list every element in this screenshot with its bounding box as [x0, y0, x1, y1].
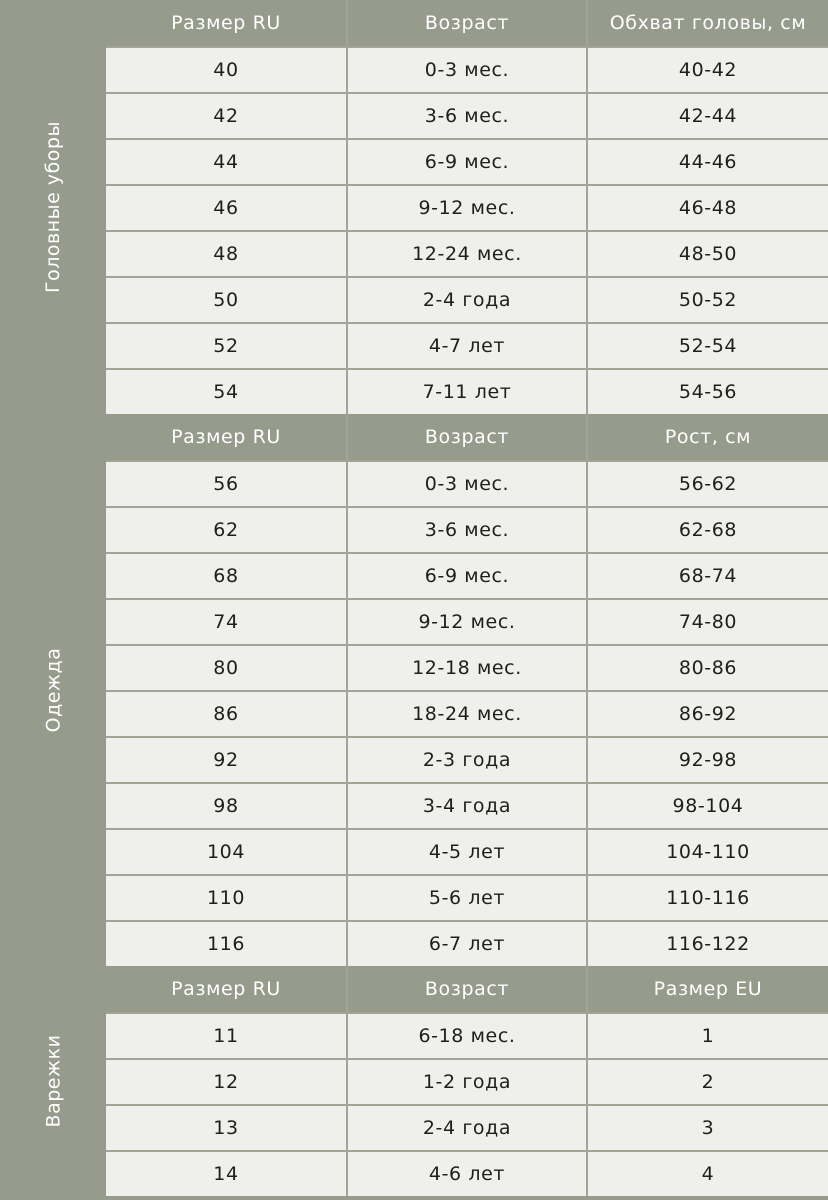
table-cell: 98	[106, 782, 346, 828]
table-cell: 2-4 года	[346, 1104, 586, 1150]
column-header: Возраст	[346, 0, 586, 46]
table-row	[106, 460, 828, 506]
table-cell: 12	[106, 1058, 346, 1104]
table-cell: 86-92	[586, 690, 828, 736]
table-cell: 46	[106, 184, 346, 230]
table-cell: 11	[106, 1012, 346, 1058]
table-cell: 3-6 мес.	[346, 506, 586, 552]
table-row	[106, 736, 828, 782]
table-cell: 0-3 мес.	[346, 46, 586, 92]
size-table	[106, 0, 828, 1200]
table-cell: 1-2 года	[346, 1058, 586, 1104]
table-cell: 0-3 мес.	[346, 460, 586, 506]
table-cell: 4-7 лет	[346, 322, 586, 368]
column-header: Размер RU	[106, 414, 346, 460]
table-cell: 3	[586, 1104, 828, 1150]
table-cell: 56	[106, 460, 346, 506]
table-cell: 92	[106, 736, 346, 782]
table-cell: 1	[586, 1012, 828, 1058]
table-row	[106, 828, 828, 874]
section-label-text: Варежки	[42, 1034, 64, 1128]
table-row	[106, 506, 828, 552]
table-cell: 116	[106, 920, 346, 966]
table-cell: 62	[106, 506, 346, 552]
table-cell: 52-54	[586, 322, 828, 368]
table-cell: 44-46	[586, 138, 828, 184]
table-cell: 80-86	[586, 644, 828, 690]
table-cell: 116-122	[586, 920, 828, 966]
table-row	[106, 644, 828, 690]
table-cell: 12-18 мес.	[346, 644, 586, 690]
table-cell: 68	[106, 552, 346, 598]
section-label	[0, 966, 106, 1196]
table-cell: 104-110	[586, 828, 828, 874]
table-cell: 80	[106, 644, 346, 690]
section-header-row	[106, 0, 828, 46]
table-cell: 6-18 мес.	[346, 1012, 586, 1058]
table-cell: 42	[106, 92, 346, 138]
section-label	[0, 414, 106, 966]
table-cell: 6-9 мес.	[346, 138, 586, 184]
table-cell: 40-42	[586, 46, 828, 92]
table-row	[106, 138, 828, 184]
column-header: Возраст	[346, 414, 586, 460]
table-row	[106, 184, 828, 230]
column-header: Размер RU	[106, 0, 346, 46]
table-row	[106, 1058, 828, 1104]
section-header-row	[106, 966, 828, 1012]
table-cell: 3-4 года	[346, 782, 586, 828]
table-cell: 2-3 года	[346, 736, 586, 782]
section-labels-column	[0, 0, 106, 1200]
column-header: Размер RU	[106, 966, 346, 1012]
table-cell: 68-74	[586, 552, 828, 598]
table-cell: 5-6 лет	[346, 874, 586, 920]
table-cell: 4	[586, 1150, 828, 1196]
table-cell: 110	[106, 874, 346, 920]
table-row	[106, 322, 828, 368]
table-cell: 14	[106, 1150, 346, 1196]
table-cell: 13	[106, 1104, 346, 1150]
table-cell: 40	[106, 46, 346, 92]
table-cell: 74	[106, 598, 346, 644]
table-cell: 52	[106, 322, 346, 368]
table-row	[106, 552, 828, 598]
table-row	[106, 1150, 828, 1196]
table-cell: 7-11 лет	[346, 368, 586, 414]
table-cell: 44	[106, 138, 346, 184]
table-cell: 50-52	[586, 276, 828, 322]
section-label	[0, 0, 106, 414]
column-header: Обхват головы, см	[586, 0, 828, 46]
column-header: Размер EU	[586, 966, 828, 1012]
table-cell: 86	[106, 690, 346, 736]
table-cell: 56-62	[586, 460, 828, 506]
table-cell: 9-12 мес.	[346, 598, 586, 644]
table-cell: 4-6 лет	[346, 1150, 586, 1196]
section-header-row	[106, 414, 828, 460]
table-row	[106, 690, 828, 736]
table-cell: 48-50	[586, 230, 828, 276]
table-row	[106, 598, 828, 644]
table-row	[106, 46, 828, 92]
table-cell: 74-80	[586, 598, 828, 644]
table-cell: 48	[106, 230, 346, 276]
table-cell: 18-24 мес.	[346, 690, 586, 736]
section-label-text: Одежда	[42, 647, 64, 733]
table-row	[106, 1012, 828, 1058]
table-cell: 54	[106, 368, 346, 414]
table-cell: 98-104	[586, 782, 828, 828]
table-cell: 42-44	[586, 92, 828, 138]
table-cell: 62-68	[586, 506, 828, 552]
table-row	[106, 920, 828, 966]
table-row	[106, 1104, 828, 1150]
table-cell: 54-56	[586, 368, 828, 414]
table-row	[106, 276, 828, 322]
table-row	[106, 92, 828, 138]
column-header: Возраст	[346, 966, 586, 1012]
table-cell: 3-6 мес.	[346, 92, 586, 138]
table-row	[106, 782, 828, 828]
table-cell: 110-116	[586, 874, 828, 920]
table-cell: 4-5 лет	[346, 828, 586, 874]
table-cell: 6-9 мес.	[346, 552, 586, 598]
table-cell: 92-98	[586, 736, 828, 782]
table-cell: 50	[106, 276, 346, 322]
section-label-text: Головные уборы	[42, 121, 65, 293]
table-cell: 12-24 мес.	[346, 230, 586, 276]
table-cell: 6-7 лет	[346, 920, 586, 966]
table-cell: 104	[106, 828, 346, 874]
table-cell: 46-48	[586, 184, 828, 230]
column-header: Рост, см	[586, 414, 828, 460]
table-row	[106, 230, 828, 276]
table-cell: 2-4 года	[346, 276, 586, 322]
table-cell: 2	[586, 1058, 828, 1104]
table-row	[106, 874, 828, 920]
table-row	[106, 368, 828, 414]
table-cell: 9-12 мес.	[346, 184, 586, 230]
